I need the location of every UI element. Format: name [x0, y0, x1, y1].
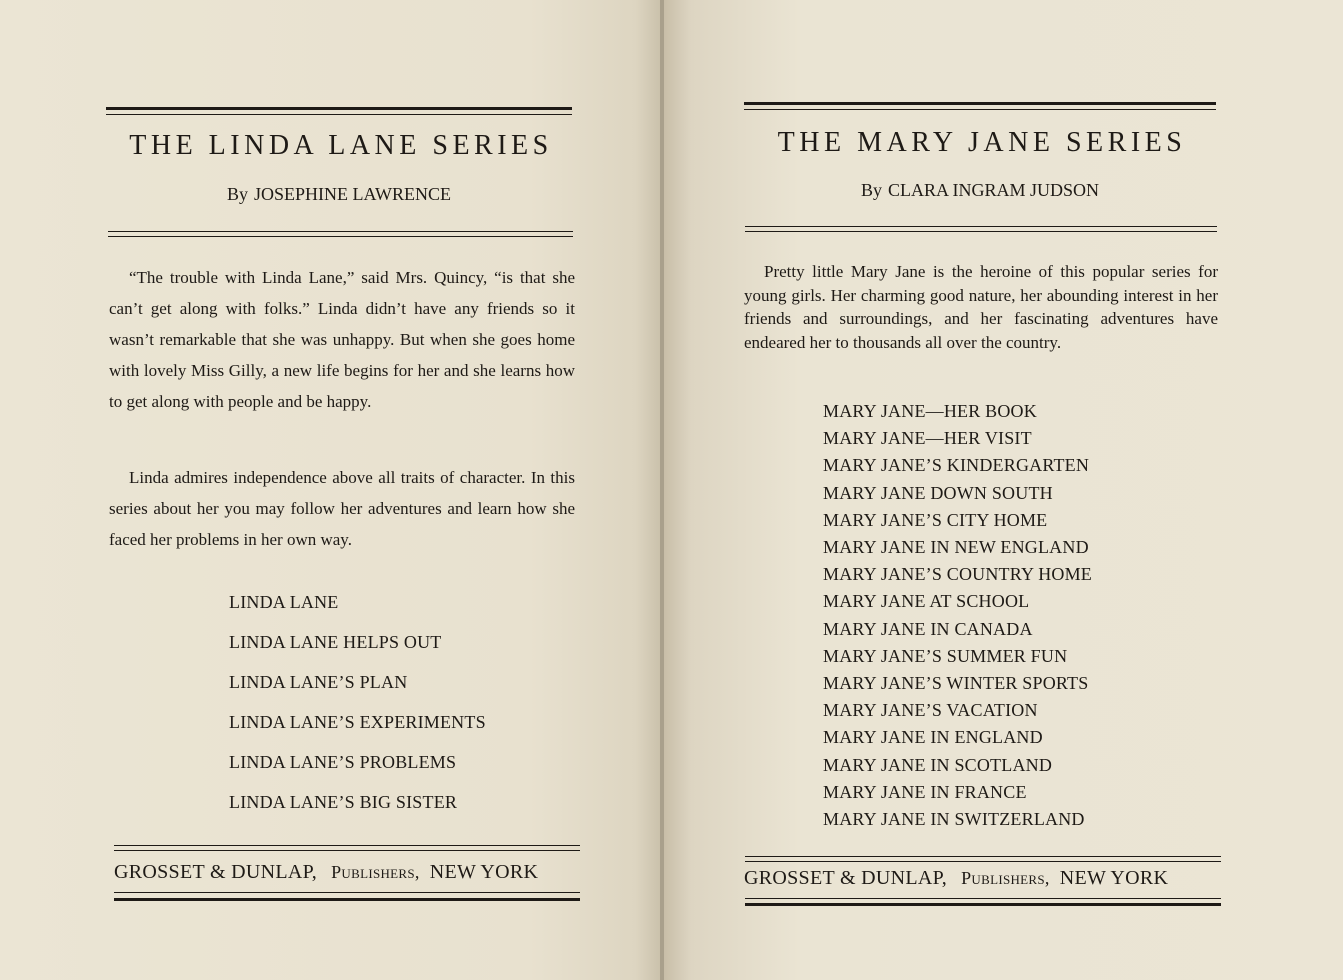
book-title: LINDA LANE’S EXPERIMENTS	[229, 712, 486, 732]
book-list	[229, 582, 486, 822]
publisher-name: GROSSET & DUNLAP,	[114, 861, 318, 883]
footer-top-rule-thin	[114, 845, 580, 846]
top-rule-thin	[744, 109, 1216, 110]
byline-prefix: By	[226, 184, 248, 204]
book-title: MARY JANE’S VACATION	[823, 700, 1038, 721]
footer-top-rule-thin-2	[114, 850, 580, 851]
publisher-footer	[744, 867, 1168, 890]
description-paragraph-1: “The trouble with Linda Lane,” said Mrs. Quincy, “is that she can’t get along with folks.” Linda didn’t have any friends so it wasn’t remarkable that she was unhappy. But when she goes home with lovely Miss Gilly, a new life begins for her and she learns how to get along with people and be happy.	[109, 268, 575, 411]
book-title: MARY JANE’S SUMMER FUN	[823, 645, 1068, 666]
header-bottom-rule-thin-2	[745, 231, 1217, 232]
book-title: MARY JANE IN ENGLAND	[823, 727, 1043, 748]
book-list	[823, 398, 1092, 833]
book-title: MARY JANE—HER VISIT	[823, 428, 1032, 449]
author-name: JOSEPHINE LAWRENCE	[253, 184, 452, 204]
book-title: MARY JANE IN FRANCE	[823, 781, 1027, 802]
publisher-city: NEW YORK	[429, 861, 539, 883]
top-rule-thick	[744, 102, 1216, 105]
book-title: LINDA LANE	[229, 592, 339, 612]
publisher-label: Publishers,	[961, 868, 1050, 888]
book-title: LINDA LANE’S PLAN	[229, 672, 408, 692]
footer-bottom-rule-thick	[745, 903, 1221, 906]
footer-bottom-rule-thin	[114, 892, 580, 893]
description-paragraph: Pretty little Mary Jane is the heroine of this popular series for young girls. Her charming good nature, her abounding interest in her friends and surroundings, and her fascinating adventures have endeared her to thousands all over the country.	[744, 262, 1218, 352]
book-title: MARY JANE AT SCHOOL	[823, 591, 1030, 612]
book-title: MARY JANE IN CANADA	[823, 618, 1033, 639]
description-paragraph-2: Linda admires independence above all traits of character. In this series about her you may follow her adventures and learn how she faced her problems in her own way.	[109, 468, 575, 549]
publisher-label: Publishers,	[331, 862, 420, 882]
header-bottom-rule-thin-2	[108, 236, 573, 237]
series-title: THE LINDA LANE SERIES	[129, 130, 553, 161]
book-title: MARY JANE’S WINTER SPORTS	[823, 673, 1089, 694]
right-page	[664, 0, 1343, 980]
series-title: THE MARY JANE SERIES	[777, 127, 1187, 158]
footer-bottom-rule-thin	[745, 898, 1221, 899]
book-title: MARY JANE’S COUNTRY HOME	[823, 564, 1092, 585]
book-title: MARY JANE’S KINDERGARTEN	[823, 455, 1090, 476]
book-title: MARY JANE IN SWITZERLAND	[823, 809, 1085, 830]
byline-prefix: By	[860, 180, 882, 200]
book-title: LINDA LANE’S PROBLEMS	[229, 752, 457, 772]
top-rule-thick	[106, 107, 572, 110]
top-rule-thin	[106, 114, 572, 115]
footer-top-rule-thin-2	[745, 861, 1221, 862]
publisher-name: GROSSET & DUNLAP,	[744, 867, 948, 889]
left-page	[0, 0, 662, 980]
byline	[106, 184, 572, 205]
book-title: MARY JANE IN SCOTLAND	[823, 754, 1053, 775]
publisher-city: NEW YORK	[1059, 867, 1169, 889]
book-title: MARY JANE’S CITY HOME	[823, 509, 1048, 530]
footer-bottom-rule-thick	[114, 898, 580, 901]
book-title: MARY JANE DOWN SOUTH	[823, 482, 1053, 503]
header-bottom-rule-thin	[745, 226, 1217, 227]
footer-top-rule-thin	[745, 856, 1221, 857]
author-name: CLARA INGRAM JUDSON	[887, 180, 1100, 200]
book-title: LINDA LANE’S BIG SISTER	[229, 792, 458, 812]
book-title: LINDA LANE HELPS OUT	[229, 632, 442, 652]
byline	[744, 180, 1216, 201]
publisher-footer	[114, 861, 538, 884]
book-title: MARY JANE—HER BOOK	[823, 401, 1037, 421]
header-bottom-rule-thin	[108, 231, 573, 232]
book-title: MARY JANE IN NEW ENGLAND	[823, 537, 1089, 558]
